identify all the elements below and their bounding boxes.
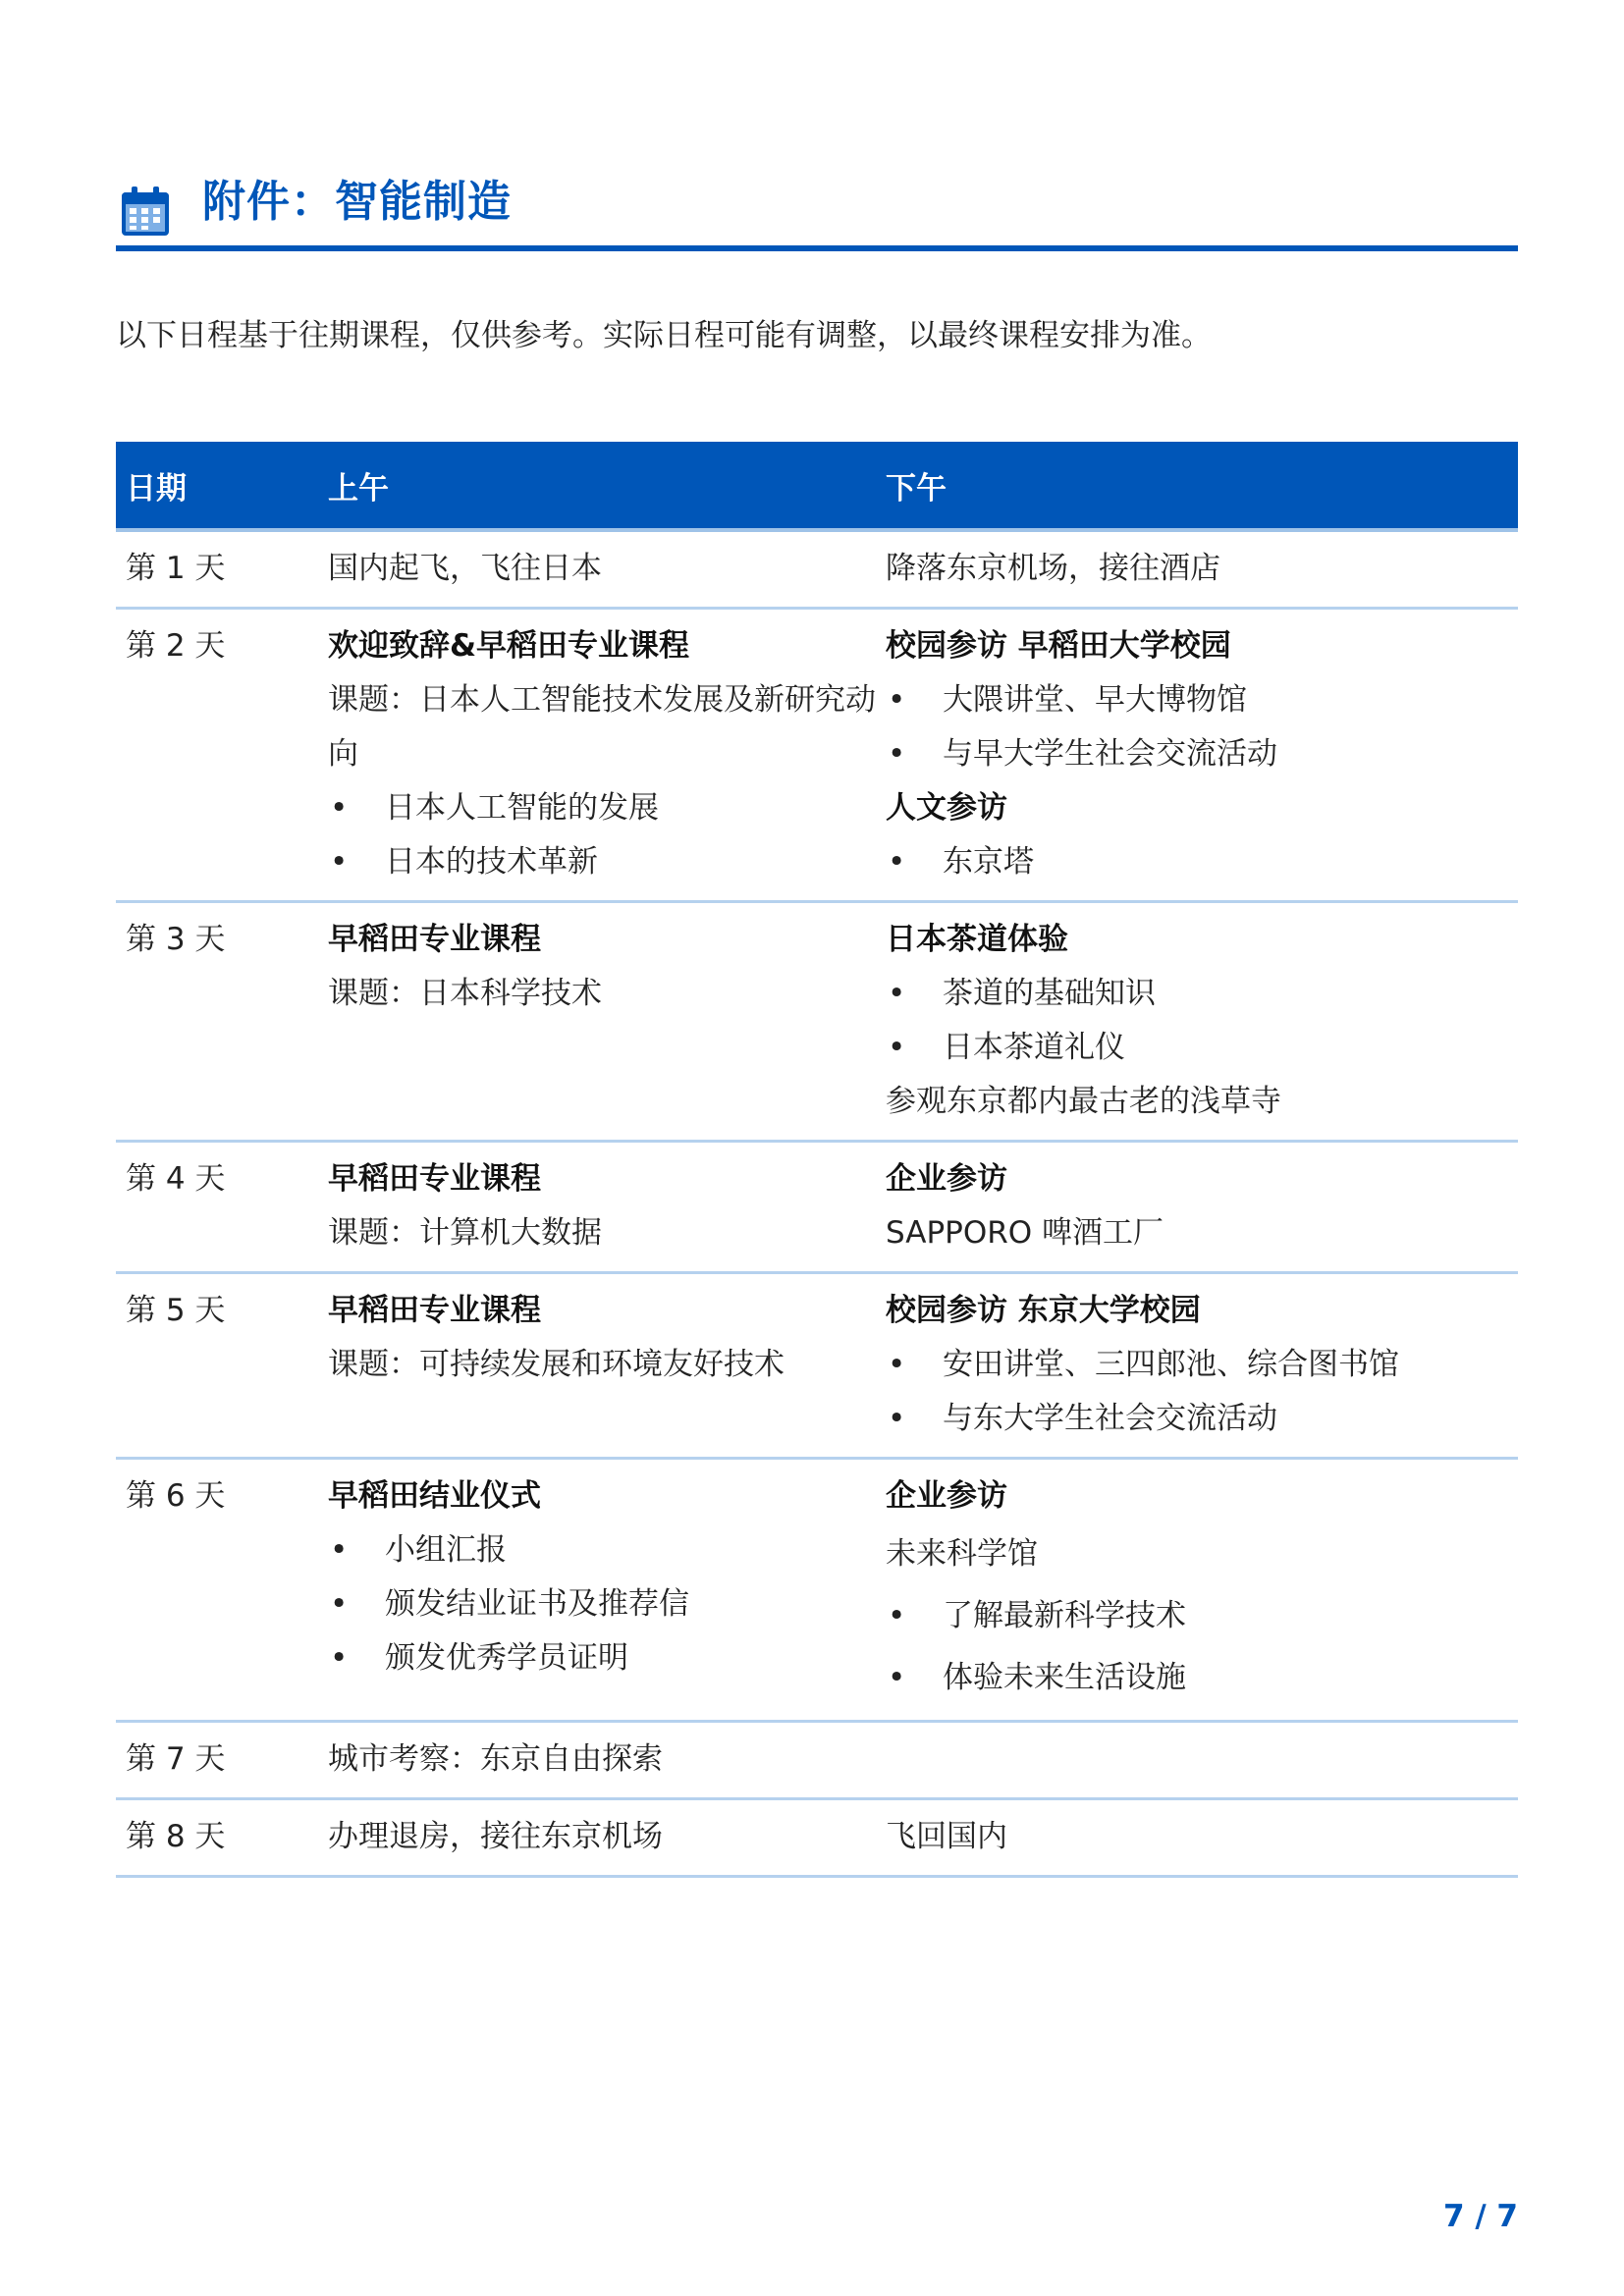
am-text: 城市考察：东京自由探索 bbox=[328, 1741, 663, 1777]
am-heading: 早稻田专业课程 bbox=[328, 1161, 541, 1197]
pm-heading: 校园参访 东京大学校园 bbox=[886, 1293, 1201, 1328]
schedule-table bbox=[116, 442, 1518, 1878]
pm-cell bbox=[876, 1273, 1518, 1459]
list-item: • 颁发结业证书及推荐信 bbox=[328, 1577, 876, 1631]
table-row bbox=[116, 1273, 1518, 1459]
intro-text: 以下日程基于往期课程，仅供参考。实际日程可能有调整，以最终课程安排为准。 bbox=[116, 318, 1212, 353]
am-heading: 早稻田专业课程 bbox=[328, 1293, 541, 1328]
column-header-pm: 下午 bbox=[876, 442, 1518, 530]
am-topic: 课题：日本人工智能技术发展及新研究动向 bbox=[328, 682, 876, 772]
am-text: 国内起飞，飞往日本 bbox=[328, 551, 602, 586]
page-number: 7 / 7 bbox=[1442, 2199, 1518, 2234]
pm-cell bbox=[876, 1459, 1518, 1722]
am-heading: 欢迎致辞&早稻田专业课程 bbox=[328, 628, 690, 664]
day-label: 第 2 天 bbox=[116, 609, 318, 902]
header-divider bbox=[116, 245, 1518, 251]
list-item: • 日本人工智能的发展 bbox=[328, 781, 876, 835]
am-cell bbox=[318, 1722, 876, 1799]
list-item: • 体验未来生活设施 bbox=[886, 1647, 1518, 1709]
am-text: 办理退房，接往东京机场 bbox=[328, 1819, 663, 1854]
table-row bbox=[116, 1722, 1518, 1799]
list-item: • 东京塔 bbox=[886, 835, 1518, 889]
column-header-date: 日期 bbox=[116, 442, 318, 530]
section-header bbox=[116, 173, 1518, 251]
list-item: • 小组汇报 bbox=[328, 1523, 876, 1577]
am-topic: 课题：可持续发展和环境友好技术 bbox=[328, 1347, 785, 1382]
pm-heading: 日本茶道体验 bbox=[886, 922, 1068, 957]
pm-note: 未来科学馆 bbox=[886, 1536, 1038, 1572]
list-item: • 大隈讲堂、早大博物馆 bbox=[886, 673, 1518, 727]
am-heading: 早稻田结业仪式 bbox=[328, 1478, 541, 1514]
pm-heading: 企业参访 bbox=[886, 1478, 1007, 1514]
am-cell bbox=[318, 1459, 876, 1722]
table-row bbox=[116, 1459, 1518, 1722]
list-item: • 日本的技术革新 bbox=[328, 835, 876, 889]
pm-heading: 企业参访 bbox=[886, 1161, 1007, 1197]
pm-cell bbox=[876, 1142, 1518, 1273]
pm-cell bbox=[876, 530, 1518, 609]
list-item: • 安田讲堂、三四郎池、综合图书馆 bbox=[886, 1338, 1518, 1392]
pm-heading: 校园参访 早稻田大学校园 bbox=[886, 628, 1231, 664]
day-label: 第 6 天 bbox=[116, 1459, 318, 1722]
pm-note: 参观东京都内最古老的浅草寺 bbox=[886, 1084, 1281, 1119]
am-cell bbox=[318, 902, 876, 1142]
list-item: • 了解最新科学技术 bbox=[886, 1585, 1518, 1647]
pm-text: 飞回国内 bbox=[886, 1819, 1007, 1854]
list-item: • 颁发优秀学员证明 bbox=[328, 1631, 876, 1685]
table-row bbox=[116, 609, 1518, 902]
am-cell bbox=[318, 609, 876, 902]
list-item: • 与东大学生社会交流活动 bbox=[886, 1392, 1518, 1446]
list-item: • 茶道的基础知识 bbox=[886, 967, 1518, 1021]
pm-note: SAPPORO 啤酒工厂 bbox=[886, 1215, 1164, 1251]
am-cell bbox=[318, 1799, 876, 1877]
table-header-row bbox=[116, 442, 1518, 530]
column-header-am: 上午 bbox=[318, 442, 876, 530]
pm-cell bbox=[876, 902, 1518, 1142]
list-item: • 日本茶道礼仪 bbox=[886, 1021, 1518, 1075]
pm-cell bbox=[876, 1799, 1518, 1877]
day-label: 第 8 天 bbox=[116, 1799, 318, 1877]
pm-heading-2: 人文参访 bbox=[886, 790, 1007, 826]
am-cell bbox=[318, 1142, 876, 1273]
am-heading: 早稻田专业课程 bbox=[328, 922, 541, 957]
day-label: 第 1 天 bbox=[116, 530, 318, 609]
page-title: 附件：智能制造 bbox=[202, 177, 512, 227]
am-topic: 课题：计算机大数据 bbox=[328, 1215, 602, 1251]
table-row bbox=[116, 1142, 1518, 1273]
table-row bbox=[116, 530, 1518, 609]
day-label: 第 7 天 bbox=[116, 1722, 318, 1799]
table-row bbox=[116, 1799, 1518, 1877]
calendar-icon bbox=[122, 187, 169, 236]
table-row bbox=[116, 902, 1518, 1142]
am-cell bbox=[318, 1273, 876, 1459]
day-label: 第 3 天 bbox=[116, 902, 318, 1142]
pm-cell bbox=[876, 1722, 1518, 1799]
am-cell bbox=[318, 530, 876, 609]
pm-text: 降落东京机场，接往酒店 bbox=[886, 551, 1220, 586]
day-label: 第 5 天 bbox=[116, 1273, 318, 1459]
list-item: • 与早大学生社会交流活动 bbox=[886, 727, 1518, 781]
day-label: 第 4 天 bbox=[116, 1142, 318, 1273]
am-topic: 课题：日本科学技术 bbox=[328, 976, 602, 1011]
pm-cell bbox=[876, 609, 1518, 902]
